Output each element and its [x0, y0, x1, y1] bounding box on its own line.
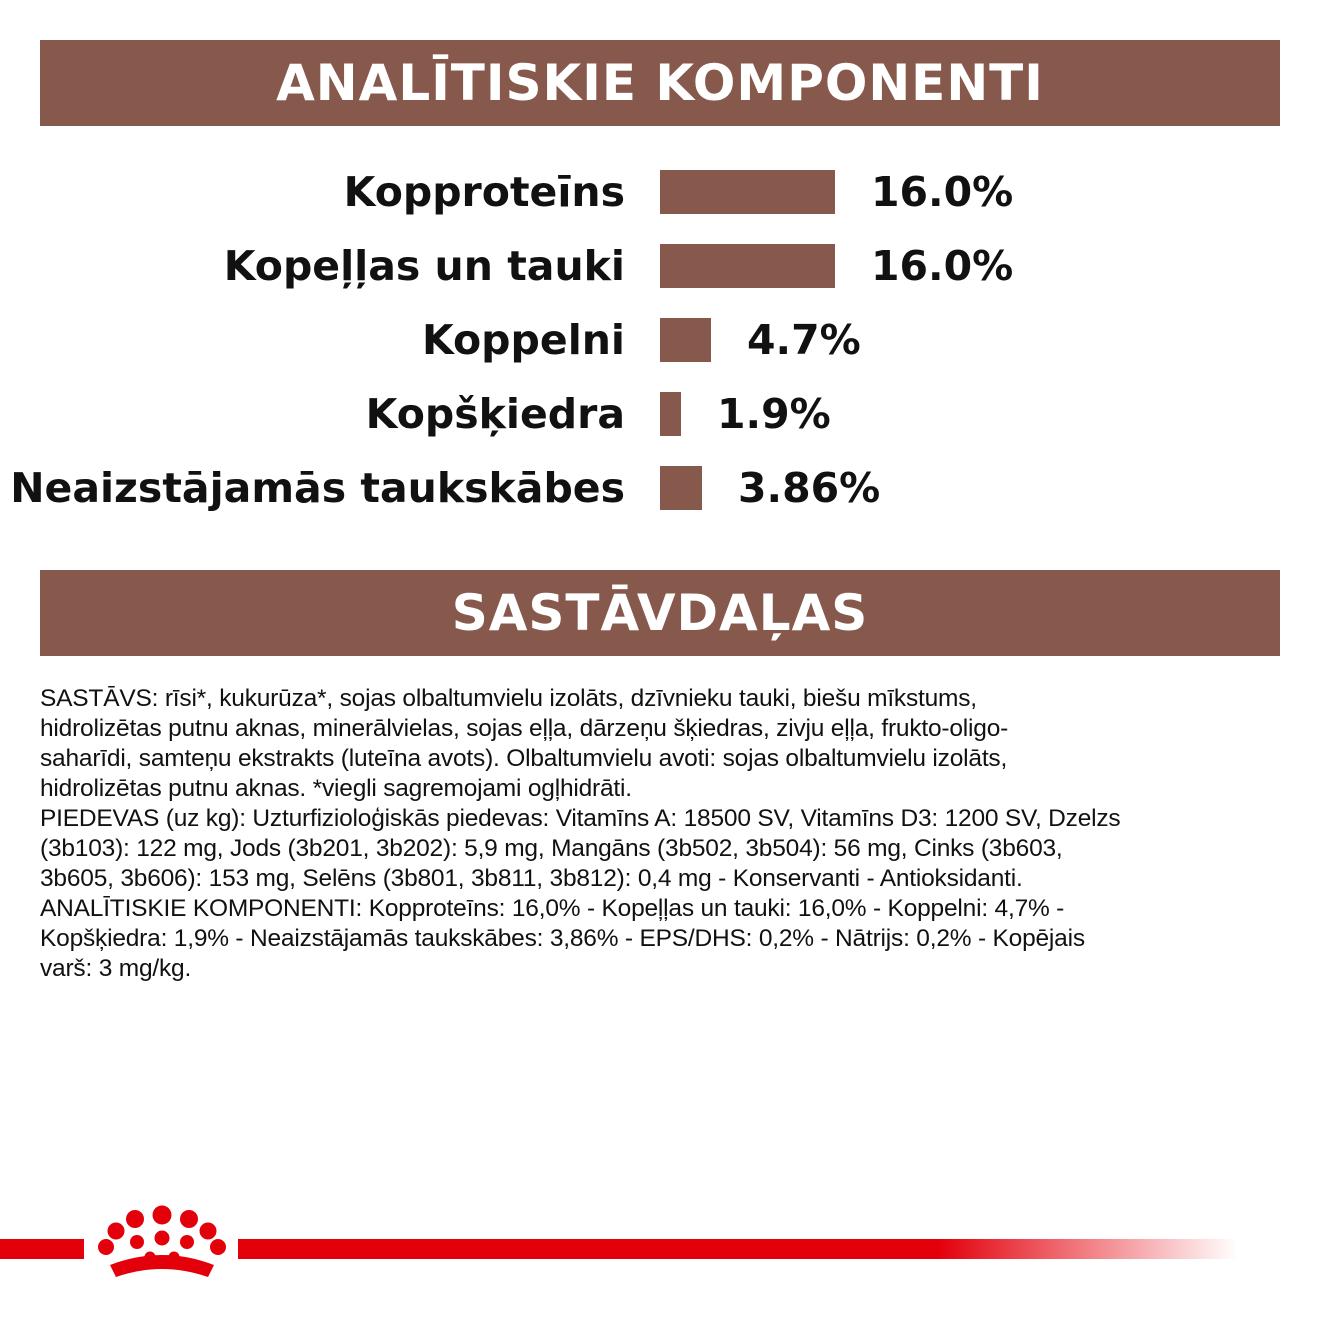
analytics-row-ash	[0, 310, 1320, 370]
composition-line: 3b605, 3b606): 153 mg, Selēns (3b801, 3b811, 3b812): 0,4 mg - Konservanti - Antioksidanti.	[40, 865, 1023, 892]
composition-line: ANALĪTISKIE KOMPONENTI: Kopproteīns: 16,0% - Kopeļļas un tauki: 16,0% - Koppelni: 4,7% -	[40, 895, 1065, 922]
analytics-value: 16.0%	[871, 242, 1014, 290]
analytics-bar	[660, 318, 711, 362]
composition-text	[40, 684, 1285, 984]
footer-red-line-left	[0, 1239, 84, 1259]
ingredients-title: SASTĀVDAĻAS	[451, 584, 869, 642]
footer-red-line-right	[238, 1239, 1238, 1259]
analytics-title-banner	[40, 40, 1280, 126]
analytics-row-fat	[0, 236, 1320, 296]
analytics-label: Kopšķiedra	[365, 390, 625, 438]
analytics-row-fatty-acids	[0, 458, 1320, 518]
analytics-row-fibre	[0, 384, 1320, 444]
analytics-row-protein	[0, 162, 1320, 222]
composition-line: saharīdi, samteņu ekstrakts (luteīna avots). Olbaltumvielu avoti: sojas olbaltumvielu izolāts,	[40, 745, 1008, 772]
analytics-value: 4.7%	[747, 316, 861, 364]
analytics-bar	[660, 466, 702, 510]
analytics-label: Kopproteīns	[343, 168, 625, 216]
analytics-value: 1.9%	[717, 390, 831, 438]
composition-line: varš: 3 mg/kg.	[40, 955, 192, 982]
analytics-label: Koppelni	[421, 316, 625, 364]
analytics-label: Neaizstājamās taukskābes	[10, 464, 625, 512]
analytics-bar	[660, 170, 835, 214]
analytics-value: 16.0%	[871, 168, 1014, 216]
analytics-label: Kopeļļas un tauki	[223, 242, 625, 290]
analytics-value: 3.86%	[738, 464, 881, 512]
composition-line: SASTĀVS: rīsi*, kukurūza*, sojas olbaltumvielu izolāts, dzīvnieku tauki, biešu mīkstums,	[40, 685, 977, 712]
analytics-bar	[660, 392, 681, 436]
royal-canin-crown-icon	[92, 1205, 232, 1287]
composition-line: hidrolizētas putnu aknas, minerālvielas, sojas eļļa, dārzeņu šķiedras, zivju eļļa, frukto-oligo-	[40, 715, 1009, 742]
composition-line: Kopšķiedra: 1,9% - Neaizstājamās taukskābes: 3,86% - EPS/DHS: 0,2% - Nātrijs: 0,2% - Kopējais	[40, 925, 1085, 952]
ingredients-title-banner	[40, 570, 1280, 656]
composition-line: PIEDEVAS (uz kg): Uzturfizioloģiskās piedevas: Vitamīns A: 18500 SV, Vitamīns D3: 1200 SV, Dzelzs	[40, 805, 1121, 832]
analytics-title: ANALĪTISKIE KOMPONENTI	[276, 54, 1044, 112]
analytics-bar	[660, 244, 835, 288]
composition-line: (3b103): 122 mg, Jods (3b201, 3b202): 5,9 mg, Mangāns (3b502, 3b504): 56 mg, Cinks (3b603,	[40, 835, 1063, 862]
composition-line: hidrolizētas putnu aknas. *viegli sagremojami ogļhidrāti.	[40, 775, 632, 802]
